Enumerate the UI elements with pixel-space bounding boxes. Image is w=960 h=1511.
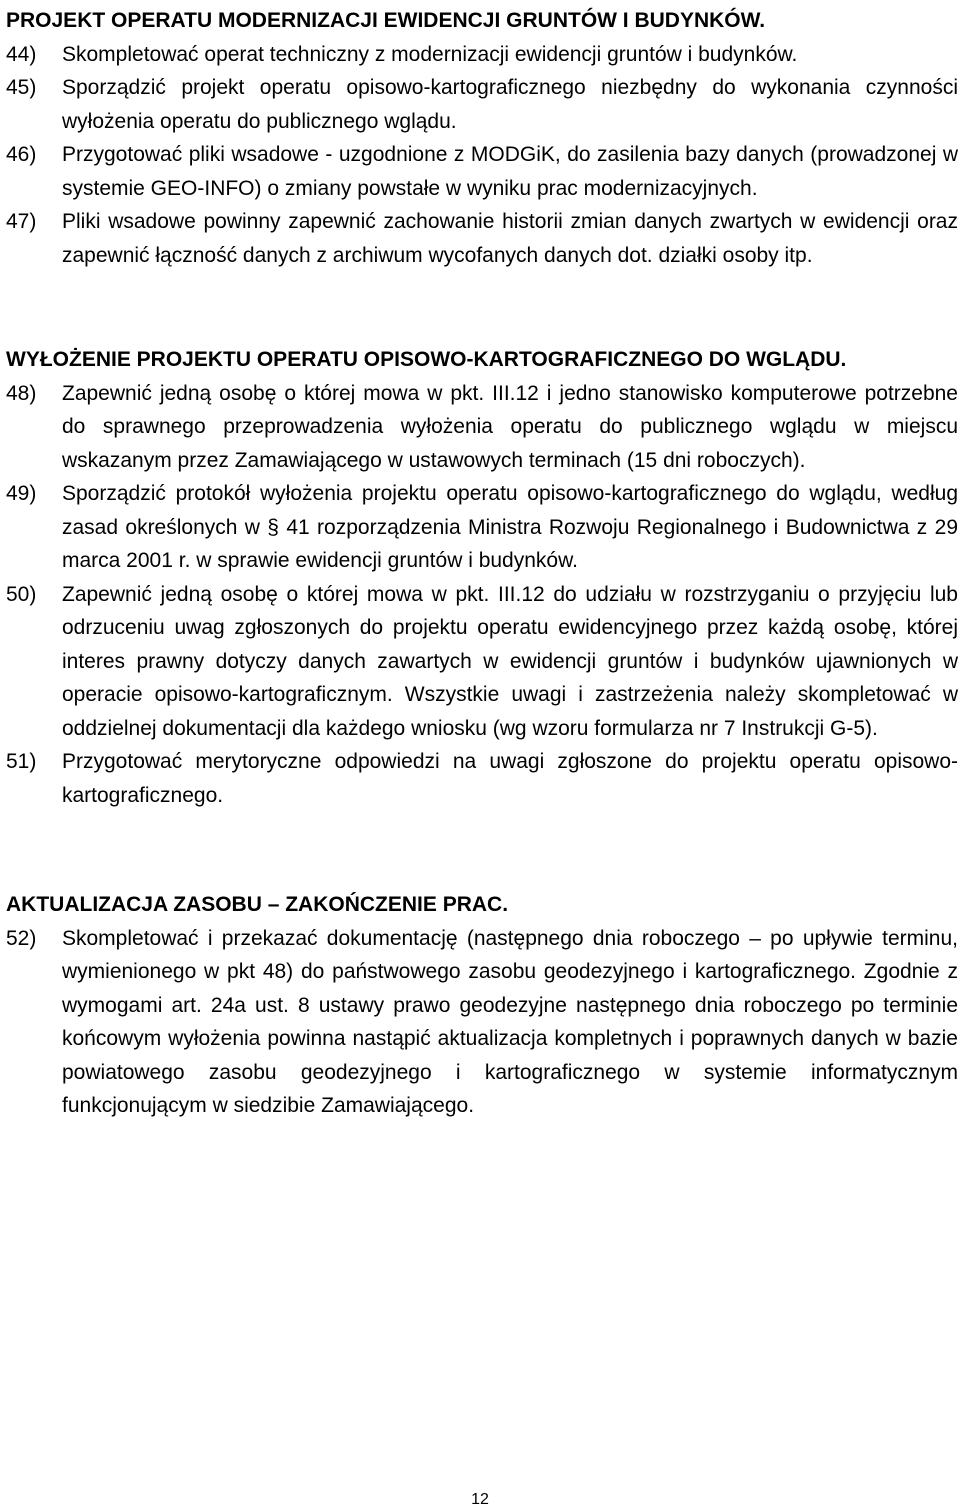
- list-item: [6, 377, 958, 478]
- list-item: [6, 922, 958, 1123]
- item-number: 48): [6, 381, 37, 405]
- item-text: Zapewnić jedną osobę o której mowa w pkt. III.12 do udziału w rozstrzyganiu o przyjęciu lub odrzuceniu uwag zgłoszonych do projektu operatu ewidencyjnego przez każdą osobę, której interes prawny dotyczy danych zawartych w ewidencji gruntów i budynków ujawnionych w operacie opisowo-kartograficznym. Wszystkie uwagi i zastrzeżenia należy skompletować w oddzielnej dokumentacji dla każdego wniosku (wg wzoru formularza nr 7 Instrukcji G-5).: [62, 582, 958, 740]
- item-text: Pliki wsadowe powinny zapewnić zachowanie historii zmian danych zwartych w ewidencji oraz zapewnić łączność danych z archiwum wycofanych danych dot. działki osoby itp.: [62, 210, 958, 267]
- list-item: [6, 205, 958, 272]
- item-text: Zapewnić jedną osobę o której mowa w pkt. III.12 i jedno stanowisko komputerowe potrzebne do sprawnego przeprowadzenia wyłożenia operatu do publicznego wglądu w miejscu wskazanym przez Zamawiającego w ustawowych terminach (15 dni roboczych).: [62, 381, 958, 472]
- list-item: [6, 38, 958, 72]
- item-text: Przygotować merytoryczne odpowiedzi na uwagi zgłoszone do projektu operatu opisowo-kartograficznego.: [62, 750, 958, 807]
- item-number: 51): [6, 750, 37, 773]
- item-number: 52): [6, 926, 37, 950]
- item-text: Skompletować i przekazać dokumentację (następnego dnia roboczego – po upływie terminu, wymienionego w pkt 48) do państwowego zasobu geodezyjnego i kartograficznego. Zgodnie z wymogami art. 24a ust. 8 ustawy prawo geodezyjne następnego dnia roboczego po terminie końcowym wyłożenia powinna nastąpić aktualizacja kompletnych i poprawnych danych w bazie powiatowego zasobu geodezyjnego i kartograficznego w systemie informatycznym funkcjonującym w siedzibie Zamawiającego.: [62, 926, 958, 1117]
- list-item: [6, 71, 958, 138]
- list-item: [6, 745, 958, 812]
- section-heading-projekt: PROJEKT OPERATU MODERNIZACJI EWIDENCJI GRUNTÓW I BUDYNKÓW.: [6, 9, 766, 32]
- item-text: Przygotować pliki wsadowe - uzgodnione z MODGiK, do zasilenia bazy danych (prowadzonej w systemie GEO-INFO) o zmiany powstałe w wyniku prac modernizacyjnych.: [62, 143, 958, 200]
- item-text: Sporządzić projekt operatu opisowo-kartograficznego niezbędny do wykonania czynności wyłożenia operatu do publicznego wglądu.: [62, 76, 958, 133]
- list-item: [6, 138, 958, 205]
- list-item: [6, 578, 958, 746]
- item-number: 46): [6, 143, 37, 166]
- item-text: Sporządzić protokół wyłożenia projektu operatu opisowo-kartograficznego do wglądu, według zasad określonych w § 41 rozporządzenia Ministra Rozwoju Regionalnego i Budownictwa z 29 marca 2001 r. w sprawie ewidencji gruntów i budynków.: [62, 482, 958, 572]
- item-number: 47): [6, 210, 37, 233]
- list-item: [6, 477, 958, 578]
- item-number: 44): [6, 42, 37, 66]
- item-number: 49): [6, 482, 37, 505]
- item-number: 50): [6, 582, 37, 606]
- item-text: Skompletować operat techniczny z modernizacji ewidencji gruntów i budynków.: [62, 42, 798, 66]
- page-number: 12: [471, 1491, 489, 1508]
- section-heading-wylozenie: WYŁOŻENIE PROJEKTU OPERATU OPISOWO-KARTOGRAFICZNEGO DO WGLĄDU.: [6, 348, 847, 371]
- document-page: [6, 0, 958, 1123]
- section-heading-aktualizacja: AKTUALIZACJA ZASOBU – ZAKOŃCZENIE PRAC.: [6, 893, 509, 916]
- item-number: 45): [6, 76, 37, 99]
